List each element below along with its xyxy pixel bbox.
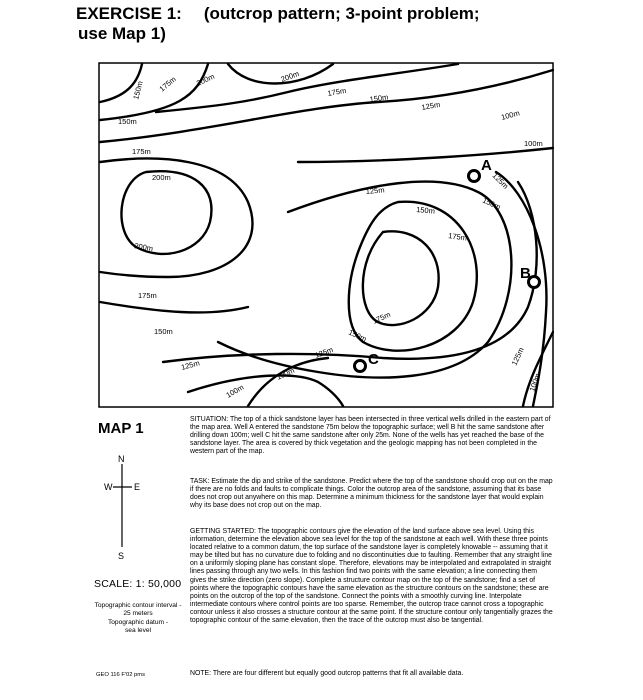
topographic-map (98, 62, 554, 408)
contour-label: 150m (481, 195, 502, 212)
compass-n: N (118, 454, 125, 464)
well-c-label: C (368, 351, 379, 368)
contour-label: 125m (490, 171, 511, 191)
contour-label: 125m (313, 345, 335, 360)
contour-hill-175 (363, 231, 439, 325)
contour-label: 175m (371, 309, 392, 326)
contour-label: 175m (157, 74, 178, 94)
contour-label: 150m (154, 327, 173, 336)
contour-south-125 (188, 375, 343, 406)
contour-interval-line: Topographic datum - (107, 618, 169, 626)
contour-label: 125m (509, 346, 526, 367)
contour-label: 125m (180, 358, 201, 372)
contour-interval-line: sea level (124, 627, 152, 635)
contour-label: 125m (365, 185, 385, 196)
compass-e: E (134, 482, 141, 492)
situation-paragraph: SITUATION: The top of a thick sandstone layer has been intersected in three vertical wells drilled in the eastern part of the map area. Well A entered the sandstone 75m below the topographic surface; well B hit the same sandstone after drilling down 100m; well C hit the same sandstone after only 25m. None of the wells has yet reached the base of the sandstone layer. The area is covered by thick vegetation and the geologic mapping has not been completed in the western part of the map. (190, 416, 551, 456)
north-arrow (104, 452, 144, 572)
contour-label: 100m (224, 382, 246, 400)
contour-se-100 (523, 332, 553, 406)
task-paragraph: TASK: Estimate the dip and strike of the sandstone. Predict where the top of the sandstone should crop out on the map if there are no folds and faults to complicate things. Color the outcrop area of the sandstone, assuming that its base does not crop out anywhere on this map. Determine a minimum thickness for the sandstone layer that would explain why its base does not crop out on the map. (190, 478, 553, 510)
contour-label: 200m (279, 69, 301, 84)
contour-interval-line: Topographic contour interval - (94, 602, 182, 609)
well-c (355, 351, 380, 372)
contour-label: 175m (326, 85, 347, 98)
contour-hill-125 (218, 182, 511, 378)
contour-label: 100m (524, 139, 543, 148)
compass-s: S (118, 551, 125, 561)
contour-label: 200m (133, 241, 154, 254)
contour-label: 100m (275, 365, 296, 382)
well-a (469, 157, 493, 182)
contour-hill-150 (349, 202, 477, 351)
course-code: GEO 116 F'02 pms (96, 672, 146, 678)
note-paragraph: NOTE: There are four different but equally good outcrop patterns that fit all available data. (190, 670, 464, 677)
contour-175-upper (156, 64, 458, 112)
contour-label: 175m (447, 231, 468, 243)
exercise-number: EXERCISE 1: (76, 4, 182, 23)
exercise-topic: (outcrop pattern; 3-point problem; (203, 4, 480, 23)
contour-left-150 (100, 302, 248, 312)
contour-label: 100m (500, 108, 521, 122)
exercise-header (76, 4, 636, 44)
contour-label: 150m (131, 80, 145, 101)
map-reference: use Map 1) (78, 24, 166, 43)
contour-left-175 (100, 159, 252, 277)
contour-east-125 (496, 172, 546, 406)
contour-label: 200m (152, 173, 171, 182)
compass-w: W (104, 482, 113, 492)
contour-interval-line: 25 meters (123, 610, 153, 618)
well-a-label: A (481, 157, 492, 174)
contour-label: 175m (132, 147, 151, 156)
contour-label: 200m (195, 71, 216, 88)
map-scale: SCALE: 1: 50,000 (94, 578, 182, 590)
contour-label: 150m (118, 117, 137, 126)
contour-interval-note (88, 602, 188, 636)
contour-label: 125m (420, 99, 441, 112)
contour-label: 175m (138, 291, 157, 300)
getting-started-paragraph: GETTING STARTED: The topographic contours give the elevation of the land surface above sea level. Using this information, determine the elevation above sea level for the top of the sandstone at each well. With these three points located relative to a common datum, the top surface of the sandstone layer is completely knowable -- assuming that it may be tilted but has no curvature due to folding and no discontinuities due to faulting. Remember that any straight line on a uniformly sloping plane has constant slope. Therefore, elevations may be interpolated and extrapolated in straight lines passing through any two wells. In this fashion find two points with the same elevation; a line connecting them gives the strike direction (zero slope). Complete a structure contour map on the top of the sandstone; find a set of points where the topographic contours have the same elevation as the structure contours on the sandstone; these are points on the outcrop of the top of the sandstone. Connect the points with a smoothly curving line. Interpolate intermediate contours where control points are too sparse. Remember, the outcrop trace cannot cross a topographic contour unless it also crosses a structure contour at the same point. If the structure contour only tangentially grazes the topographic contour of the same elevation, then the trace of the outcrop must also be tangential. (190, 528, 553, 625)
contour-label: 150m (369, 92, 389, 104)
contour-label: 100m (527, 371, 543, 393)
contour-label: 150m (347, 327, 368, 344)
contour-label: 150m (415, 205, 436, 216)
well-b-label: B (520, 265, 531, 282)
map-title: MAP 1 (98, 420, 144, 437)
contour-100-east (298, 148, 553, 162)
contour-nw-175 (100, 64, 208, 120)
